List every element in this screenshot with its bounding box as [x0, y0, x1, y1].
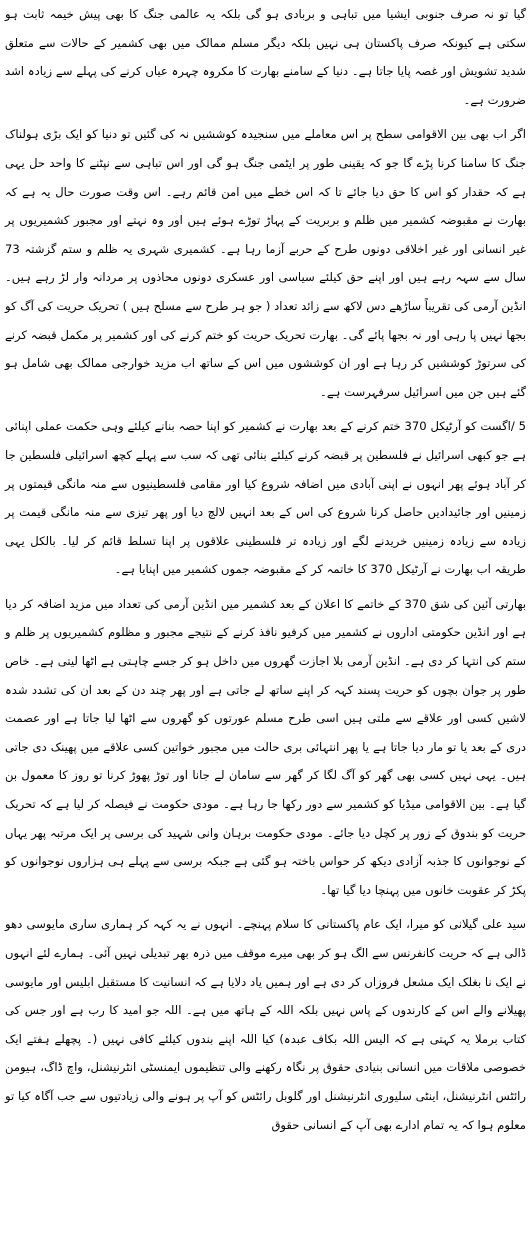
article-paragraph: بھارتی آئین کی شق 370 کے خاتمے کا اعلان کے بعد کشمیر میں انڈین آرمی کی تعداد میں مزید اضافہ کر دیا ہے اور انڈین حکومتی اداروں نے کشمیر میں کرفیو نافذ کرنے کے نتیجے مجبور و مظلوم کشمیریوں پر ظلم و ستم کی انتہا کر دی ہے۔ انڈین آرمی بلا اجازت گھروں میں داخل ہو کر جسے چاہتی ہے اٹھا لیتی ہے۔ خاص طور پر جوان بچوں کو حریت پسند کہہ کر اپنے ساتھ لے جاتی ہے اور پھر چند دن کے بعد ان کی تشدد شدہ لاشیں کسی اور علاقے سے ملتی ہیں اسی طرح مسلم عورتوں کو گھروں سے اٹھا لیا جاتا ہے اور عصمت دری کے بعد یا تو مار دیا جاتا ہے یا پھر انتہائی بری حالت میں مجبور خواتین کسی علاقے میں پھینک دی جاتی ہیں۔ یہی نہیں کسی بھی گھر کو آگ لگا کر گھر سے سامان لے جانا اور توڑ پھوڑ کرنا تو روز کا معمول بن گیا ہے۔ بین الاقوامی میڈیا کو کشمیر سے دور رکھا جا رہا ہے۔ مودی حکومت نے فیصلہ کر لیا ہے کہ تحریک حریت کو بندوق کے زور پر کچل دیا جائے۔ مودی حکومت برہان وانی شہید کی برسی پر ایک مرتبہ پھر یہاں کے نوجوانوں کا جذبہ آزادی دیکھ کر حواس باختہ ہو گئی ہے جبکہ برسی سے پہلے ہی ہزاروں نوجوانوں کو پکڑ کر عقوبت خانوں میں پہنچا دیا گیا تھا۔ — [5, 596, 527, 897]
article-paragraph: اگر اب بھی بین الاقوامی سطح پر اس معاملے میں سنجیدہ کوششیں نہ کی گئیں تو دنیا کو ایک بڑی ہولناک جنگ کا سامنا کرنا پڑے گا جو کہ یقینی طور پر ایٹمی جنگ ہو گی اور اس تباہی سے نپٹنے کا واحد حل یہی ہے کہ حقدار کو اس کا حق دیا جائے تا کہ اس خطے میں امن قائم رہے۔ اس وقت صورت حال یہ ہے کہ بھارت نے مقبوضہ کشمیر میں ظلم و بربریت کے پہاڑ توڑے ہوئے ہیں اور وہ نہتے اور مجبور کشمیریوں پر غیر انسانی اور غیر اخلاقی دونوں طرح کے حربے آزما رہا ہے۔ کشمیری شہری یہ ظلم و ستم گزشتہ 73 سال سے سہہ رہے ہیں اور اپنے حق کیلئے سیاسی اور عسکری دونوں محاذوں پر مردانہ وار لڑ رہے ہیں۔ انڈین آرمی کی تقریباً ساڑھے دس لاکھ سے زائد تعداد ( جو ہر طرح سے مسلح ہیں ) تحریک حریت کی آگ کو بجھا نہیں پا رہی اور نہ بجھا پائے گی۔ بھارت تحریک حریت کو ختم کرنے کی اور کشمیر پر مکمل قبضہ کرنے کی سرتوڑ کوششیں کر رہا ہے اور ان کوششوں میں اس کے ساتھ اب مزید خوارجی ممالک بھی شامل ہو گئے ہیں جن میں اسرائیل سرفہرست ہے۔ — [5, 127, 526, 399]
article-paragraph: گیا تو نہ صرف جنوبی ایشیا میں تباہی و بربادی ہو گی بلکہ یہ عالمی جنگ کا بھی پیش خیمہ ثابت ہو سکتی ہے کیونکہ صرف پاکستان ہی نہیں بلکہ دیگر مسلم ممالک میں بھی کشمیر کے حالات سے متعلق شدید تشویش اور غصہ پایا جاتا ہے۔ دنیا کے سامنے بھارت کا مکروہ چہرہ عیاں کرنے کی پہلے سے زیادہ اشد ضرورت ہے۔ — [5, 7, 526, 107]
article-paragraph: 5 /اگست کو آرٹیکل 370 ختم کرنے کے بعد بھارت نے کشمیر کو اپنا حصہ بنانے کیلئے وہی حکمت عملی اپنائی ہے جو کبھی اسرائیل نے فلسطین پر قبضہ کرنے کیلئے بنائی تھی کہ سب سے پہلے کچھ اسرائیلی فلسطین جا کر آباد ہوئے پھر انہوں نے اپنی آبادی میں اضافہ شروع کیا اور مقامی فلسطینیوں سے منہ مانگی قیمتوں پر زمینیں اور جائیدادیں حاصل کرنا شروع کی اس کے بعد انہیں لالچ دیا اور پھر تیزی سے منہ مانگی قیمت پر زیادہ سے زیادہ زمینیں خریدنے لگے اور زیادہ تر فلسطینی علاقوں پر اپنا تسلط قائم کر لیا۔ بالکل یہی طریقہ اب بھارت نے آرٹیکل 370 کا خاتمہ کر کے مقبوضہ جموں کشمیر میں اپنایا ہے۔ — [5, 419, 526, 577]
article-paragraph: سید علی گیلانی کو میرا، ایک عام پاکستانی کا سلام پہنچے۔ انہوں نے یہ کہہ کر ہماری ساری مایوسی دھو ڈالی ہے کہ حریت کانفرنس سے الگ ہو کر بھی میرے موقف میں ذرہ بھر تبدیلی نہیں آئی۔ ہمارے لئے انہوں نے ایک نا بغلک ایک مشعل فروزاں کر دی ہے اور ہمیں یاد دلایا ہے کہ انسانیت کا مستقبل ابلیس اور مایوسی پھیلانے والے اس کے کارندوں کے پاس نہیں بلکہ اللہ کے ہاتھ میں ہے۔ اللہ جو امید کا رب ہے اور جس کی کتاب برملا یہ کہتی ہے کہ الیس اللہ بکاف عبدہ) کیا اللہ اپنے بندوں کیلئے کافی نہیں (۔ پچھلے ہفتے ایک خصوصی ملاقات میں انسانی بنیادی حقوق پر نگاہ رکھنے والی تنظیموں ایمنسٹی انٹرنیشنل، واچ ڈاگ، ہیومن رائٹس انٹرنیشنل، اینٹی سلیوری انٹرنیشنل اور گلوبل رائٹس کو آپ پر ہونے والی زیادتیوں سے جب آگاہ کیا تو معلوم ہوا کہ یہ تمام ادارے بھی آپ کے انسانی حقوق — [5, 917, 526, 1132]
